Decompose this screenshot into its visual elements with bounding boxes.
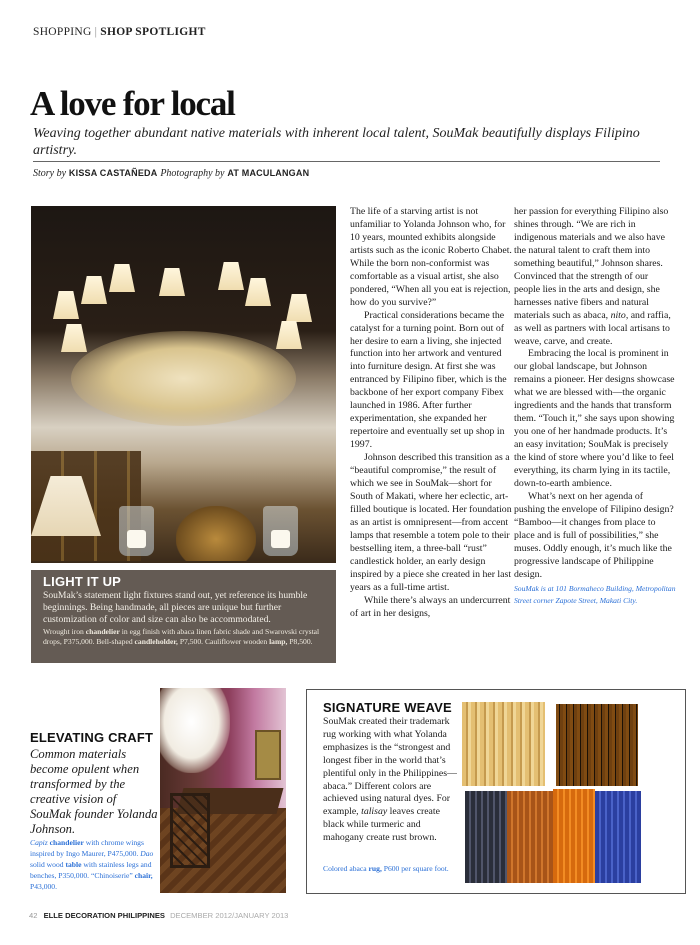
signature-weave-heading: SIGNATURE WEAVE	[323, 700, 452, 715]
emphasis-run: chandelier	[49, 838, 84, 847]
elevating-craft-credits: Capiz chandelier with chrome wings inspired by Ingo Maurer, P475,000. Dao solid wood table with stainless legs and benches, P350,000. “Chinoiserie” chair, P43,000.	[30, 838, 154, 891]
byline-story-label: Story by	[33, 168, 67, 179]
emphasis-run: Capiz	[30, 838, 48, 847]
photo-horse-figurine	[176, 506, 256, 561]
photo-lamp-shade	[218, 262, 244, 290]
emphasis-run: chair,	[134, 870, 153, 880]
body-paragraph: The life of a starving artist is not unfamiliar to Yolanda Johnson who, for 10 years, mounted exhibits alongside artists such as the iconic Roberto Chabet. While the born non-conformist was comfortable as a visual artist, she also pondered, “When all you eat is rejection, how do you survive?”	[350, 206, 512, 308]
section-label	[33, 26, 206, 38]
photo-mirror	[255, 730, 281, 780]
photo-lamp-shade	[53, 291, 79, 319]
photo-lamp-shade	[81, 276, 107, 304]
photo-lamp-shade	[245, 278, 271, 306]
byline-photo-label: Photography by	[160, 168, 225, 179]
signature-weave-credits: Colored abaca rug, P600 per square foot.	[323, 864, 449, 873]
emphasis-run: talisay	[361, 806, 388, 818]
emphasis-run: chandelier	[85, 627, 120, 636]
rug-swatch-black	[465, 791, 507, 883]
emphasis-run: candleholder,	[134, 637, 178, 646]
article-title: A love for local	[30, 84, 235, 123]
page-number: 42	[29, 911, 38, 920]
body-paragraph: Johnson described this transition as a “beautiful compromise,” the result of which we see in SouMak—short for South of Makati, where her eclectic, art-filled boutique is located. Her foundation as an artist is omnipresent—from accent lamps that resemble a totem pole to their bestselling item, a three-ball “rust” candlestick holder, an early design inspired by a piece she created in her last years as a full-time artist.	[350, 452, 512, 593]
photo-chinoiserie-chair	[170, 793, 210, 868]
header-rule	[33, 161, 660, 162]
body-column-1	[350, 206, 512, 621]
body-paragraph: Practical considerations became the catalyst for a turning point. Born out of her desire to earn a living, she injected function into her artwork and ventured into furniture design. At first she was entranced by Filipino fiber, which is the backbone of her export company Fibex launched in 1986. After further experimentation, she expanded her repertoire and eventually set up shop in 1997.	[350, 309, 507, 451]
rug-swatch-blue	[595, 791, 641, 883]
photo-lamp-shade	[159, 268, 185, 296]
rug-swatch-orange	[553, 789, 595, 883]
subsection-name: SHOP SPOTLIGHT	[100, 26, 206, 38]
light-it-up-credits: Wrought iron chandelier in egg finish with abaca linen fabric shade and Swarovski crystal drops, P375,000. Bell-shaped candleholder, P7,500. Cauliflower wooden lamp, P8,500.	[43, 627, 320, 646]
signature-weave-body: SouMak created their trademark rug working with what Yolanda emphasizes is the “strongest and longest fiber in the world that’s plentiful only in the Philippines—abaca.” Different colors are achieved using natural dyes. For example, talisay leaves create black while turmeric and mahogany create rust brown.	[323, 716, 457, 844]
byline-photographer: AT MACULANGAN	[227, 168, 310, 178]
body-paragraph: What’s next on her agenda of pushing the envelope of Filipino design? “Bamboo—it changes from place to place and is full of possibilities,” she muses. Oddly enough, it’s much like the progressive landscape of Philippine design.	[514, 490, 674, 580]
photo-lamp-shade	[61, 324, 87, 352]
chandelier-photo	[31, 206, 336, 563]
photo-lamp-shade	[109, 264, 135, 292]
body-paragraph: Embracing the local is prominent in our global landscape, but Johnson remains a pioneer. Her designs showcase what we are blessed with—the organic ingredients and the hands that transform them. “Touch it,” she says upon showing you one of her handmade products. It’s an easy invitation; SouMak is precisely the kind of store where you’d like to feel everything, its charm lying in its tactile, down-to-earth ambience.	[514, 348, 675, 490]
light-it-up-body: SouMak’s statement light fixtures stand out, yet reference its humble beginnings. Being handmade, all pieces are unique but further customization of color and size can also be accommodated.	[43, 590, 308, 625]
light-it-up-heading: LIGHT IT UP	[43, 574, 122, 589]
byline	[33, 168, 309, 179]
rug-swatch-black-natural	[556, 704, 638, 786]
photo-chandelier-body	[71, 331, 296, 426]
section-divider: |	[94, 26, 98, 38]
photo-lamp-shade	[286, 294, 312, 322]
section-name: SHOPPING	[33, 26, 92, 38]
emphasis-run: rug,	[368, 864, 382, 873]
elevating-craft-dek: Common materials become opulent when transformed by the creative vision of SouMak founder Yolanda Johnson.	[30, 747, 158, 836]
magazine-name: ELLE DECORATION PHILIPPINES	[43, 911, 165, 920]
issue-date: DECEMBER 2012/JANUARY 2013	[170, 911, 289, 920]
body-paragraph: While there’s always an undercurrent of art in her designs,	[350, 594, 511, 619]
light-it-up-caption	[31, 570, 336, 663]
article-dek: Weaving together abundant native materials with inherent local talent, SouMak beautifully displays Filipino artistry.	[33, 126, 640, 158]
rug-swatch-natural	[462, 702, 545, 786]
emphasis-run: Dao	[140, 848, 154, 858]
byline-author: KISSA CASTAÑEDA	[68, 168, 158, 178]
page-folio	[29, 911, 288, 920]
signature-weave-box	[306, 689, 686, 894]
body-column-2	[514, 206, 676, 608]
photo-candleholder	[263, 506, 298, 556]
emphasis-run: lamp,	[269, 637, 288, 646]
photo-lamp-shade	[276, 321, 302, 349]
photo-capiz-chandelier	[160, 688, 230, 773]
showroom-photo	[160, 688, 286, 893]
body-paragraph: her passion for everything Filipino also shines through. “We are rich in indigenous materials and we also have the natural talent to craft them into something beautiful,” Johnson shares. Convinced that the strength of our people lies in the arts and design, she harnesses native fibers and natural materials such as abaca, nito, and raffia, as well as partners with local artisans to weave, carve, and create.	[514, 206, 671, 347]
rug-swatch-rust	[507, 791, 553, 883]
photo-candleholder	[119, 506, 154, 556]
store-address: SouMak is at 101 Bormaheco Building, Metropolitan Street corner Zapote Street, Makati City.	[514, 583, 676, 606]
emphasis-run: table	[65, 859, 82, 869]
emphasis-run: nito	[610, 309, 626, 321]
elevating-craft-heading: ELEVATING CRAFT	[30, 730, 154, 745]
